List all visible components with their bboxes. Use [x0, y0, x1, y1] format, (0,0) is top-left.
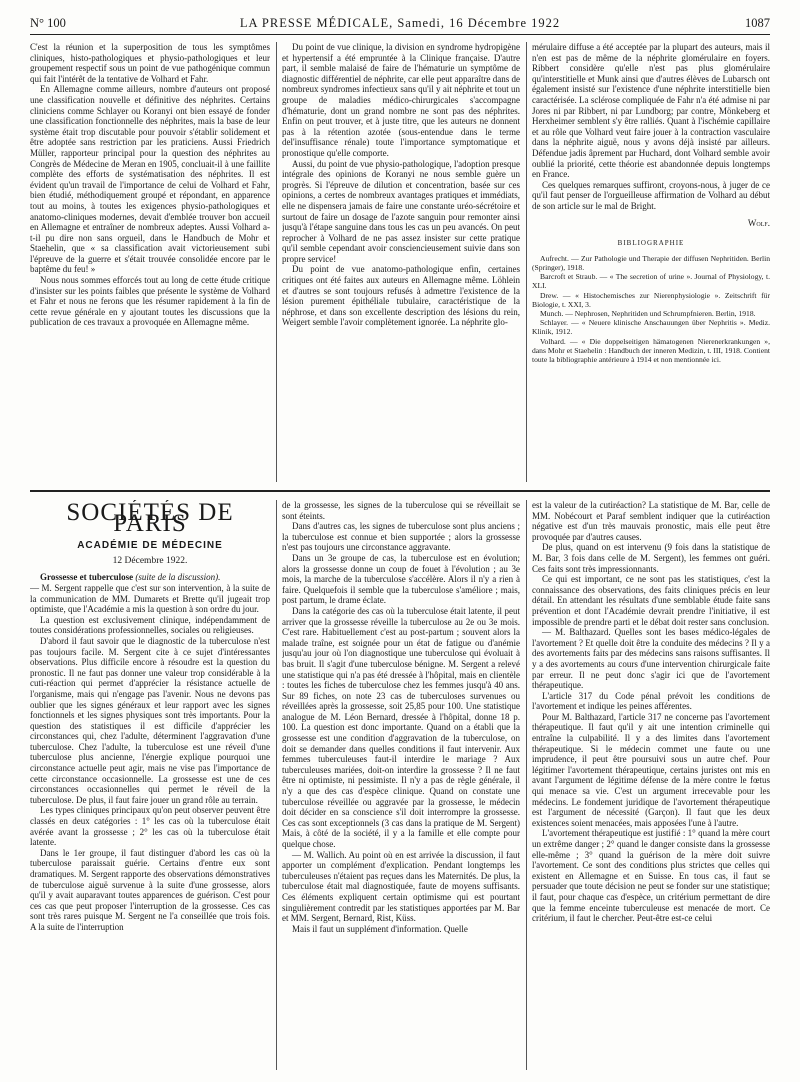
paragraph: Mais il faut un supplément d'information. Quelle [292, 923, 468, 934]
section-divider [30, 490, 770, 492]
societes-column-3 [532, 500, 770, 1070]
paragraph: est la valeur de la cutiréaction? La statistique de M. Bar, celle de MM. Nobécourt et Paraf semblent indiquer que la cutiréaction négative est d'un très mauvais pronostic, mais elle peut être provoquée par d'autres causes. [532, 500, 770, 542]
bibliography-title: BIBLIOGRAPHIE [617, 239, 685, 248]
article-column-3 [532, 42, 770, 482]
session-date: 12 Décembre 1922. [112, 555, 188, 566]
paragraph: En Allemagne comme ailleurs, nombre d'auteurs ont proposé une classification nouvelle et définitive des néphrites. Certains cliniciens comme Schlayer ou Koranyi ont bien essayé de fonder une classification fonctionnelle des néphrites, mais la base de leur système était trop discutable pour pouvoir s'établir solidement et être adoptée sans restriction par les praticiens. Aussi Friedrich Müller, rapporteur principal pour la question des néphrites au Congrès de Médecine de Meran en 1905, concluait-il à une faillite complète des efforts de systématisation des néphrites. Il est évident qu'un travail de l'importance de celui de Volhard et Fahr, bien étudié, méthodiquement groupé et répondant, en apparence tout au moins, à toutes les exigences physio-pathologiques et anatomo-cliniques modernes, devait d'emblée trouver bon accueil en Allemagne et entraîner de nombreux adeptes. Aussi Volhard a-t-il pu dire non sans orgueil, dans le Handbuch de Mohr et Staehelin, que « sa classification avait victorieusement subi l'épreuve de la guerre et s'était trouvée consolidée encore par le baptême du feu! » [30, 84, 270, 275]
bibliography-entry: Barcroft et Straub. — « The secretion of urine ». Journal of Physiology, t. XLI. [532, 272, 770, 291]
paragraph: — M. Balthazard. Quelles sont les bases médico-légales de l'avortement ? Et quelle doit être la conduite des médecins ? Il y a des avortements faits par des médecins sans raisons suffisantes. Il y a des avortements au cours d'une intervention chirurgicale faite par erreur. Il ne peut donc s'agir ici que de l'avortement thérapeutique. [532, 627, 770, 691]
paragraph: Les types cliniques principaux qu'on peut observer peuvent être classés en deux catégories : 1° les cas où la tuberculose était avérée avant la grossesse ; 2° les cas où la tuberculose était latente. [30, 805, 270, 848]
paragraph: — M. Wallich. Au point où en est arrivée la discussion, il faut apporter un complément d'explication. Pendant longtemps les tuberculeuses n'étaient pas reçues dans les Maternités. De plus, la tuberculose était mal diagnostiquée, faute de moyens suffisants. Ces éléments expliquent certain optimisme qui est pourtant singulièrement contredit par les statistiques apportées par M. Bar et MM. Sergent, Bernard, Rist, Küss. [282, 849, 520, 924]
paragraph: Dans d'autres cas, les signes de tuberculose sont plus anciens ; la tuberculose est connue et bien supportée ; alors la grossesse n'est pas toujours une circonstance aggravante. [282, 521, 520, 553]
paragraph: Ces quelques remarques suffiront, croyons-nous, à juger de ce qu'il faut penser de l'orgueilleuse affirmation de Volhard au début de son article sur le mal de Bright. [532, 179, 770, 211]
paragraph: Dans le 1er groupe, il faut distinguer d'abord les cas où la tuberculose paraissait guérie. Certains d'entre eux sont dramatiques. M. Sergent rapporte des observations démonstratives de tuberculose aiguë survenue à la suite d'une grossesse, alors qu'il y avait auparavant toutes apparences de guérison. C'est pour ces cas que peut proposer l'interruption de la grossesse. Ces cas sont très rares puisque M. Sergent ne l'a conseillée que trois fois. A la suite de l'interruption [30, 847, 270, 932]
author-signature: Wolf. [747, 217, 770, 228]
lead-heading [30, 572, 270, 583]
issue-number: N° 100 [30, 16, 66, 30]
paragraph: mérulaire diffuse a été acceptée par la plupart des auteurs, mais il n'en est pas de même de la néphrite glomérulaire en foyers. Ribbert considère qu'elle n'est pas plus glomérulaire qu'interstitielle et Munk ainsi que d'autres élèves de Lubarsch ont également insisté sur l'existence d'une néphrite interstitielle bien caractérisée. La sclérose compliquée de Fahr n'a été admise ni par Jores ni par Ribbert, ni par Lundborg; par contre, Mönkeberg et Herxheimer semblent s'y être ralliés. Quant à l'ischémie capillaire et au rôle que Volhard veut faire jouer à la contraction vasculaire dans la néphrite aiguë, nous y avons déjà insisté par ailleurs. Défendue jadis âprement par Huchard, dont Volhard semble avoir oublié la priorité, cette théorie est abandonnée depuis longtemps en France. [532, 42, 770, 180]
journal-title: LA PRESSE MÉDICALE, Samedi, 16 Décembre 1922 [239, 16, 561, 30]
bibliography-entry: Aufrecht. — Zur Pathologie und Therapie der diffusen Nephritiden. Berlin (Springer), 1918. [532, 253, 770, 272]
bibliography [532, 254, 770, 364]
page-header [30, 14, 770, 35]
paragraph: De plus, quand on est intervenu (9 fois dans la statistique de M. Bar, 3 fois dans celle de M. Sergent), les femmes ont guéri. Ces faits sont très impressionnants. [532, 542, 770, 574]
bibliography-entry: Munch. — Nephrosen, Nephritiden und Schrumpfnieren. Berlin, 1918. [540, 308, 756, 318]
paragraph: Pour M. Balthazard, l'article 317 ne concerne pas l'avortement thérapeutique. Il faut qu'il y ait une intention criminelle qui entraîne la culpabilité. Il y a des limites dans l'avortement thérapeutique. Si le médecin commet une faute ou une imprudence, il peut être poursuivi sous un autre chef. Pour légitimer l'avortement thérapeutique, certains juristes ont mis en avant l'argument de légitime défense de la mère contre le fœtus qui menace sa vie. C'est un argument irrecevable pour les médecins. Le fondement juridique de l'avortement thérapeutique est l'argument de nécessité (Garçon). Il faut que les deux existences soient menacées, mais apposées l'une à l'autre. [532, 711, 770, 828]
paragraph: Ce qui est important, ce ne sont pas les statistiques, c'est la connaissance des observations, des faits cliniques précis en leur détail. En attendant les résultats d'une semblable étude faite sans prévention et dont l'Académie devrait prendre l'initiative, il est impossible de prendre parti et le débat doit rester sans conclusion. [532, 574, 770, 627]
paragraph: Du point de vue clinique, la division en syndrome hydropigène et hypertensif a été empruntée à la Clinique française. D'autre part, il semble malaisé de faire de l'hématurie un symptôme de diagnostic différentiel de néphrite, car elle peut apparaître dans de nombreux syndromes infectieux sans qu'il y ait néphrite et tout un groupe de maladies médico-chirurgicales s'accompagne d'hématurie, dont un grand nombre ne sont pas des néphrites. Enfin on peut trouver, et à juste titre, que les auteurs ne donnent pas à la rétention azotée (sous-entendue dans le terme del'insuffisance rénale) toute l'importance symptomatique et pronostique qu'elle comporte. [282, 42, 520, 158]
lead-suffix: (suite de la discussion). [135, 572, 221, 583]
paragraph: Aussi, du point de vue physio-pathologique, l'adoption presque intégrale des opinions de Koranyi ne nous semble guère un progrès. Si l'épreuve de dilution et concentration, basée sur ces opinions, a certes de nombreux avantages pratiques et immédiats, elle ne dispensera jamais de faire une constante uréo-sécrétoire et surtout de faire un dosage de l'azote sanguin pour remonter ainsi jusqu'à l'étape sanguine dans tous les cas un peu avancés. On peut reprocher à Volhard de ne pas assez insister sur cette pratique qu'il semble cependant avoir consciencieusement suivie dans son propre service! [282, 158, 520, 264]
column-rule [276, 42, 277, 482]
paragraph: Dans la catégorie des cas où la tuberculose était latente, il peut arriver que la grossesse réveille la tuberculose au 2e ou 3e mois. C'est rare. Habituellement c'est au post-partum ; souvent alors la malade traîne, est soignée pour un état de fatigue ou d'anémie jusqu'au jour où l'on diagnostique une tuberculose qui évoluait à bas bruit. Il s'agit d'une tuberculose bénigne. M. Sergent a relevé une statistique qui n'a pas été dressée à l'hôpital, mais en clientèle : toutes les fiches de tuberculose chez les femmes jusqu'à 40 ans. Sur 89 fiches, on note 23 cas de tuberculoses survenues ou réveillées après la grossesse, soit 25,85 pour 100. Une statistique analogue de M. Léon Bernard, dressée à l'hôpital, donne 18 p. 100. La question est donc importante. Quand on a établi que la grossesse est une condition d'aggravation de la tuberculose, on doit se demander dans quelles conditions il faut intervenir. Aux femmes tuberculeuses faut-il interdire le mariage ? Aux tuberculeuses mariées, doit-on interdire la grossesse ? Il ne faut être ni optimiste, ni pessimiste. Il n'y a pas de règle générale, il n'y a que des cas d'espèce clinique. Quand on constate une tuberculose réveillée ou aggravée par la grossesse, le médecin doit décider en sa conscience s'il doit interrompre la grossesse. Ces cas sont exceptionnels (3 cas dans la pratique de M. Sergent) Mais, à côté de la société, il y a la famille et elle compte pour quelque chose. [282, 605, 520, 849]
paragraph: Dans un 3e groupe de cas, la tuberculose est en évolution; alors la grossesse donne un coup de fouet à l'évolution ; au 3e mois, la marche de la tuberculose s'accélère. Alors il n'y a rien à faire. Quelquefois il semble que la tuberculose s'améliore ; mais, post partum, le drame éclate. [282, 552, 520, 606]
article-column-2 [282, 42, 520, 482]
paragraph: — M. Sergent rappelle que c'est sur son intervention, à la suite de la communication de MM. Dumarets et Brette qu'il jugeait trop optimiste, que l'Académie a mis la question à son ordre du jour. [30, 582, 270, 615]
bibliography-entry: Schlayer. — « Neuere klinische Anschauungen über Nephritis ». Mediz. Klinik, 1912. [532, 318, 770, 337]
lead-title: Grossesse et tuberculose [40, 572, 134, 583]
column-rule [276, 500, 277, 1070]
bibliography-entry: Volhard. — « Die doppelseitigen hämatogenen Nierenerkrankungen », dans Mohr et Staehelin : Handbuch der inneren Medizin, t. III, 1918. Contient toute la bibliographie antérieure à 1914 et non mentionnée ici. [532, 336, 770, 364]
societes-column-2 [282, 500, 520, 1070]
page-number: 1087 [745, 16, 770, 30]
paragraph: L'avortement thérapeutique est justifié : 1° quand la mère court un extrême danger ; 2° quand le danger consiste dans la grossesse elle-même ; 3° quand la guérison de la mère doit suivre l'avortement. Ce sont des conditions plus strictes que celles qui existent en Allemagne et en Suisse. En tous cas, il faut se persuader que toute décision ne peut se fonder sur une statistique; il faut, pour chaque cas d'espèce, un critérium permettant de dire que la femme enceinte tuberculeuse est menacée de mort. Ce critérium, il faut le chercher. Peut-être est-ce celui [532, 828, 770, 924]
paragraph: L'article 317 du Code pénal prévoit les conditions de l'avortement et indique les peines afférentes. [532, 690, 770, 712]
paragraph: de la grossesse, les signes de la tuberculose qui se réveillait se sont éteints. [282, 500, 520, 521]
bibliography-entry: Drew. — « Histochemisches zur Nierenphysiologie ». Zeitschrift für Biologie, t. XXI, 3. [532, 290, 770, 309]
article-column-1 [30, 42, 270, 482]
subsection-title: ACADÉMIE DE MÉDECINE [77, 540, 223, 552]
section-title: SOCIÉTÉS DE PARIS [66, 500, 234, 537]
paragraph: C'est la réunion et la superposition de tous les symptômes cliniques, histo-pathologiques et physio-pathologiques et leur groupement respectif sous un point de vue pathogénique commun qui fait l'intérêt de la tentative de Volhard et Fahr. [30, 42, 270, 84]
column-rule [526, 500, 527, 1070]
societes-column-1 [30, 500, 270, 1070]
column-rule [526, 42, 527, 482]
paragraph: Nous nous sommes efforcés tout au long de cette étude critique d'insister sur les points faibles que présente le système de Volhard et Fahr et nous ne ferons que les résumer rapidement à la fin de cette revue générale en y ajoutant toutes les discussions que la publication de ces travaux a provoquée en Allemagne même. [30, 275, 270, 328]
paragraph: Du point de vue anatomo-pathologique enfin, certaines critiques ont été faites aux auteurs en Allemagne même. Löhlein et d'autres se sont toujours refusés à admettre l'existence de la lésion purement épithéliale tubulaire, caractéristique de la néphrose, et dans son excellente description des lésions du rein, Weigert semble l'avoir complètement ignorée. La néphrite glo- [282, 264, 520, 328]
paragraph: La question est exclusivement clinique, indépendamment de toutes considérations professionnelles, sociales ou religieuses. [30, 614, 270, 636]
paragraph: D'abord il faut savoir que le diagnostic de la tuberculose n'est pas toujours facile. M. Sergent cite à ce sujet d'intéressantes observations. Plus difficile encore à résoudre est la question du pronostic. Il ne faut pas donner une valeur trop considérable à la cuti-réaction qui permet d'apprécier la résistance actuelle de l'organisme, mais qui n'engage pas l'avenir. Nous ne devons pas oublier que les signes généraux et leur rapport avec les signes fonctionnels et les signes physiques sont très importants. Pour la question des statistiques il est difficile d'apprécier les circonstances qui, chez l'adulte, déterminent l'aggravation d'une tuberculose. Chez l'adulte, la tuberculose est une réveil d'une tuberculose plus ancienne, l'énergie explique pourquoi une circonstance actuelle peut agir, mais ne vise pas l'importance de cette circonstance occasionnelle. La grossesse est une de ces circonstances occasionnelles qui permet le réveil de la tuberculose. De plus, il faut faire jouer un grand rôle au terrain. [30, 635, 270, 805]
